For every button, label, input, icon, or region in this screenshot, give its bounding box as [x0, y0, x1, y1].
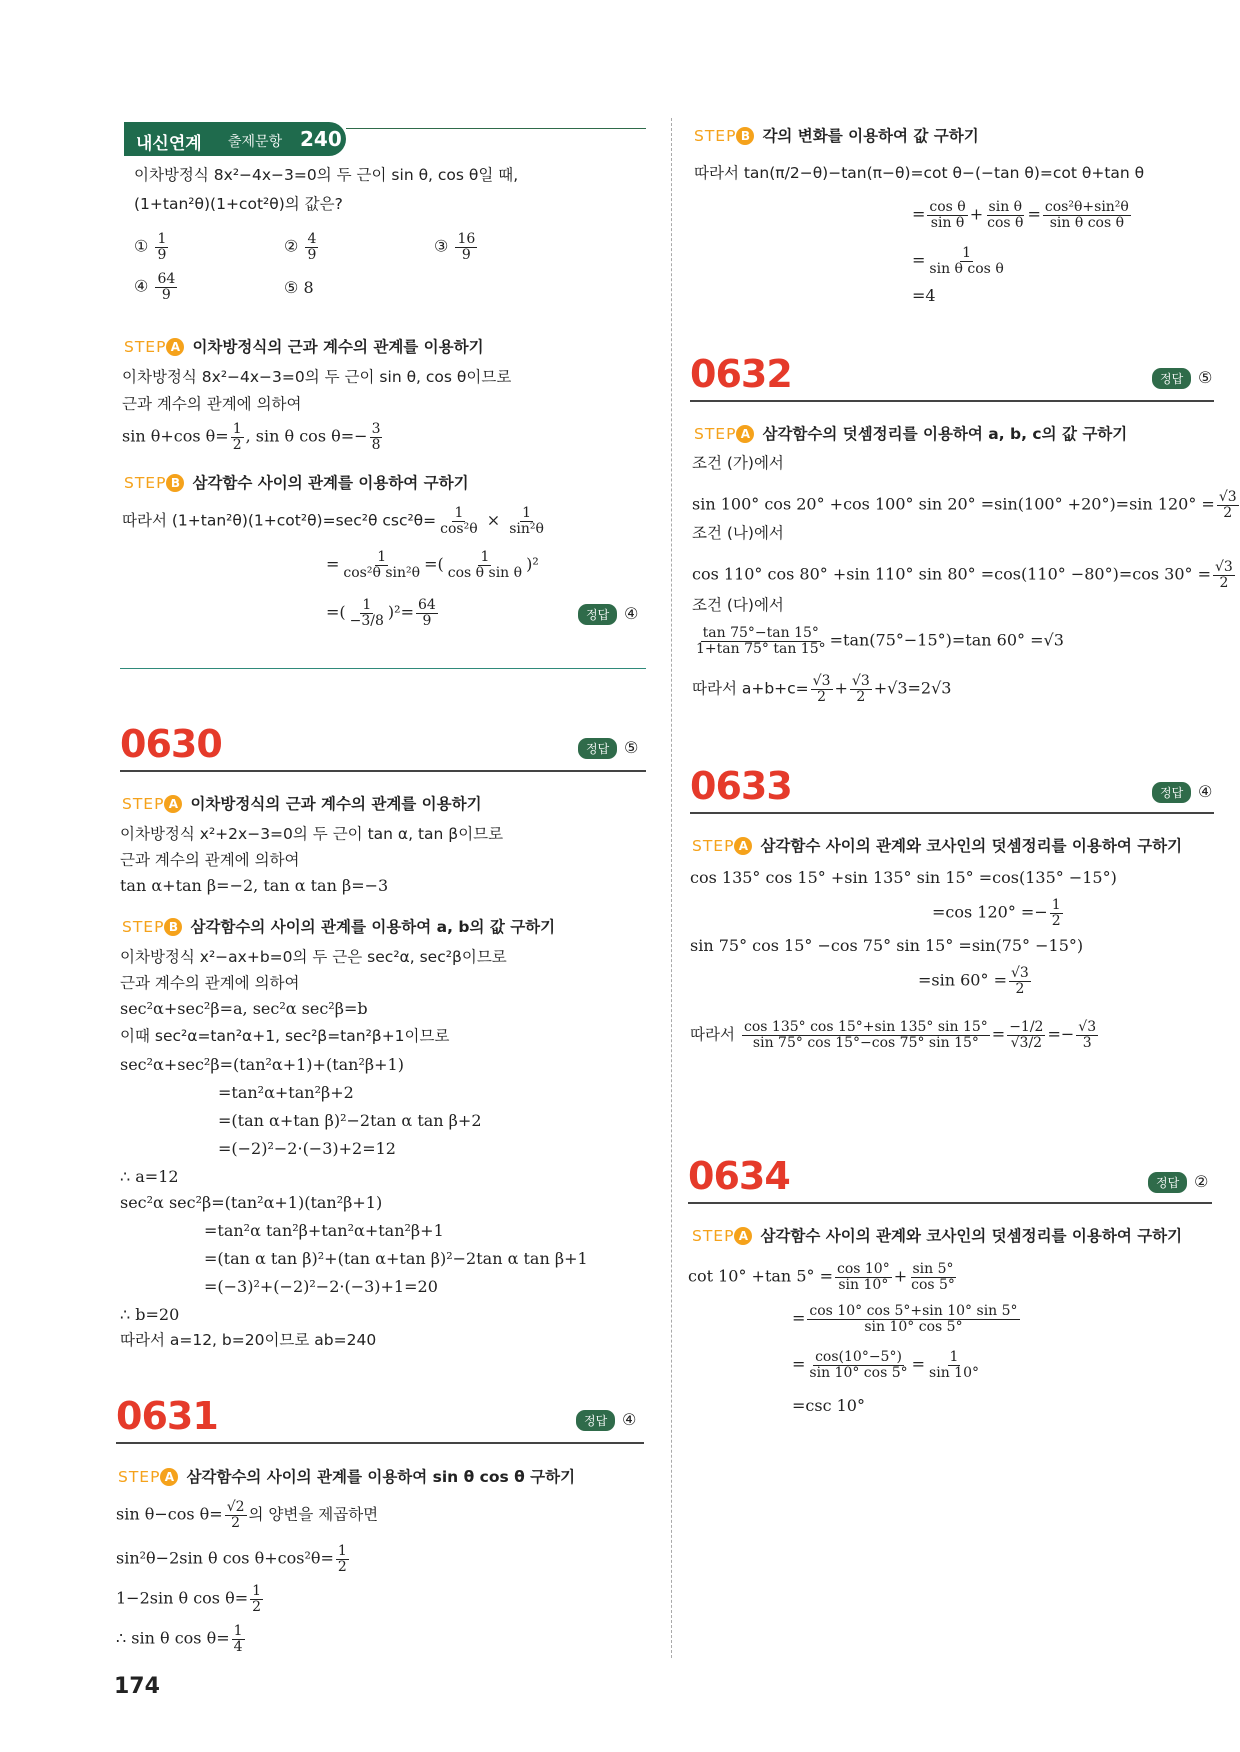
p0630-b3: sec²α+sec²β=a, sec²α sec²β=b: [120, 999, 368, 1018]
p0631-l4: ∴ sin θ cos θ= $\frac{1}{4}$: [116, 1623, 243, 1655]
p0633-l4: =sin 60° = $\frac{√3}{2}$: [918, 965, 1029, 997]
right-top-line3: = $\frac{1}{\text{sin θ cos θ}}$: [912, 245, 1004, 277]
p0630-b14: ∴ b=20: [120, 1305, 180, 1324]
rule-0633: [690, 812, 1214, 814]
rule-0630: [120, 770, 646, 772]
intro-end-rule: [120, 668, 646, 669]
cond-na: 조건 (나)에서: [692, 524, 784, 542]
p0634-last: =csc 10°: [792, 1396, 865, 1415]
p0630-b1: 이차방정식 x²−ax+b=0의 두 근은 sec²α, sec²β이므로: [120, 948, 507, 966]
p0630-b7: =(tan α+tan β)²−2tan α tan β+2: [218, 1111, 482, 1130]
problem-number-0631: 0631: [116, 1394, 218, 1438]
step-a-0631: STEP A 삼각함수의 사이의 관계를 이용하여 sin θ cos θ 구하기: [118, 1468, 576, 1486]
p0630-b5: sec²α+sec²β=(tan²α+1)+(tan²β+1): [120, 1055, 404, 1074]
answer-0630: ⑤: [624, 738, 639, 757]
answer-0634: ②: [1194, 1172, 1209, 1191]
p0630-a1: 이차방정식 x²+2x−3=0의 두 근이 tan α, tan β이므로: [120, 825, 504, 843]
p0630-b13: =(−3)²+(−2)²−2·(−3)+1=20: [204, 1277, 438, 1296]
p0630-b11: =tan²α tan²β+tan²α+tan²β+1: [204, 1221, 444, 1240]
eq-da: $\frac{\tan 75^\circ-\tan 15^\circ}{1+\tan 75^\circ \tan 15^\circ}$ =tan(75°−15°)=tan 60° =√3: [696, 625, 1064, 657]
right-top-last: =4: [912, 286, 936, 305]
p0631-l1: sin θ−cos θ= $\frac{√2}{2}$ 의 양변을 제곱하면: [116, 1499, 379, 1531]
p0630-b2: 근과 계수의 관계에 의하여: [120, 974, 300, 992]
intro-answer-badge: 정답: [578, 604, 617, 625]
p0630-a3: tan α+tan β=−2, tan α tan β=−3: [120, 876, 389, 895]
answer-badge-0630: 정답: [578, 738, 617, 759]
step-a-0633: STEP A 삼각함수 사이의 관계와 코사인의 덧셈정리를 이용하여 구하기: [692, 837, 1183, 855]
rule-0631: [116, 1442, 644, 1444]
answer-badge-0632: 정답: [1152, 368, 1191, 389]
answer-badge-0633: 정답: [1152, 782, 1191, 803]
intro-a-line3: sin θ+cos θ= $\frac{1}{2}$ , sin θ cos θ=− $\frac{3}{8}$: [122, 421, 381, 453]
choice-1: ① $\frac{1}{9}$: [134, 231, 167, 263]
cond-da: 조건 (다)에서: [692, 596, 784, 614]
intro-step-a: STEP A 이차방정식의 근과 계수의 관계를 이용하기: [124, 338, 484, 356]
p0631-l2: sin²θ−2sin θ cos θ+cos²θ= $\frac{1}{2}$: [116, 1543, 347, 1575]
choice-5: ⑤ 8: [284, 278, 314, 297]
intro-line1: 이차방정식 8x²−4x−3=0의 두 근이 sin θ, cos θ일 때,: [134, 166, 519, 184]
p0633-l3: sin 75° cos 15° −cos 75° sin 15° =sin(75° −15°): [690, 936, 1084, 955]
rule-0634: [688, 1202, 1212, 1204]
problem-number-0630: 0630: [120, 722, 222, 766]
intro-b-line1: 따라서 (1+tan²θ)(1+cot²θ)=sec²θ csc²θ= $\frac{1}{\text{cos²θ}}$ × $\frac{1}{\text{sin²θ}}$: [122, 505, 544, 537]
p0634-l1: cot 10° +tan 5° = $\frac{\cos 10^\circ}{\sin 10^\circ}$ + $\frac{\sin 5^\circ}{\cos 5^\circ}$: [688, 1261, 955, 1293]
p0630-b12: =(tan α tan β)²+(tan α+tan β)²−2tan α tan β+1: [204, 1249, 588, 1268]
p0630-b15: 따라서 a=12, b=20이므로 ab=240: [120, 1331, 377, 1349]
cond-ga: 조건 (가)에서: [692, 454, 784, 472]
p0633-l2: =cos 120° =− $\frac{1}{2}$: [932, 897, 1061, 929]
step-a-0632: STEP A 삼각함수의 덧셈정리를 이용하여 a, b, c의 값 구하기: [694, 425, 1128, 443]
rule-0632: [690, 400, 1214, 402]
intro-step-b: STEP B 삼각함수 사이의 관계를 이용하여 구하기: [124, 474, 469, 492]
choice-2: ② $\frac{4}{9}$: [284, 231, 317, 263]
intro-line2: (1+tan²θ)(1+cot²θ)의 값은?: [134, 195, 343, 213]
answer-0633: ④: [1198, 782, 1213, 801]
page-number: 174: [114, 1674, 160, 1699]
p0630-b8: =(−2)²−2·(−3)+2=12: [218, 1139, 396, 1158]
problem-number-0632: 0632: [690, 352, 792, 396]
answer-badge-0634: 정답: [1148, 1172, 1187, 1193]
p0631-l3: 1−2sin θ cos θ= $\frac{1}{2}$: [116, 1583, 262, 1615]
p0630-b6: =tan²α+tan²β+2: [218, 1083, 354, 1102]
right-top-line2: = $\frac{\text{cos θ}}{\text{sin θ}}$ + $\frac{\text{sin θ}}{\text{cos θ}}$ = $\frac{\text{cos²θ+sin²θ}}{\text{sin θ cos θ}}$: [912, 199, 1129, 231]
column-divider: [671, 118, 672, 1658]
right-top-line1: 따라서 tan(π/2−θ)−tan(π−θ)=cot θ−(−tan θ)=cot θ+tan θ: [694, 164, 1145, 182]
problem-number-0634: 0634: [688, 1154, 790, 1198]
p0634-l3: = $\frac{\cos(10^\circ-5^\circ)}{\sin 10^\circ \cos 5^\circ}$ = $\frac{1}{\sin 10^\circ}$: [792, 1349, 979, 1381]
intro-b-line3: =( $\frac{1}{-3/8}$ )²= $\frac{64}{9}$: [326, 597, 436, 629]
tab-label: 출제문항: [228, 134, 283, 150]
intro-answer: ④: [624, 604, 639, 623]
step-a-0630: STEP A 이차방정식의 근과 계수의 관계를 이용하기: [122, 795, 482, 813]
p0630-b4: 이때 sec²α=tan²α+1, sec²β=tan²β+1이므로: [120, 1027, 450, 1045]
section-tab: [124, 122, 346, 156]
p0630-a2: 근과 계수의 관계에 의하여: [120, 851, 300, 869]
answer-0632: ⑤: [1198, 368, 1213, 387]
eq-na: cos 110° cos 80° +sin 110° sin 80° =cos(110° −80°)=cos 30° = $\frac{√3}{2}$: [692, 559, 1233, 591]
step-b-0630: STEP B 삼각함수의 사이의 관계를 이용하여 a, b의 값 구하기: [122, 918, 556, 936]
p0630-b9: ∴ a=12: [120, 1167, 179, 1186]
p0630-b10: sec²α sec²β=(tan²α+1)(tan²β+1): [120, 1193, 383, 1212]
problem-number-0633: 0633: [690, 764, 792, 808]
header-rule: [346, 128, 646, 129]
answer-0631: ④: [622, 1410, 637, 1429]
intro-a-line1: 이차방정식 8x²−4x−3=0의 두 근이 sin θ, cos θ이므로: [122, 368, 512, 386]
eq-ga: sin 100° cos 20° +cos 100° sin 20° =sin(100° +20°)=sin 120° = $\frac{√3}{2}$: [692, 489, 1237, 521]
choice-4: ④ $\frac{64}{9}$: [134, 271, 176, 303]
choice-3: ③ $\frac{16}{9}$: [434, 231, 476, 263]
final-0632: 따라서 a+b+c= $\frac{√3}{2}$ + $\frac{√3}{2}$ +√3=2√3: [692, 673, 952, 705]
right-step-b: STEP B 각의 변화를 이용하여 값 구하기: [694, 127, 979, 145]
tab-number: 240: [300, 127, 342, 151]
answer-badge-0631: 정답: [576, 1410, 615, 1431]
intro-b-line2: = $\frac{1}{\text{cos²θ sin²θ}}$ =( $\frac{1}{\text{cos θ sin θ}}$ )²: [326, 549, 539, 581]
tab-prefix: 내신연계: [136, 134, 202, 154]
p0633-l5: 따라서 $\frac{\cos 135^\circ \cos 15^\circ+\sin 135^\circ \sin 15^\circ}{\sin 75^\circ \cos 15^\circ-\cos 75^\circ \sin 15^\circ}$ = $\frac{-1/2}{√3/2}$ =− $\frac{√3}{3}$: [690, 1019, 1097, 1051]
step-a-0634: STEP A 삼각함수 사이의 관계와 코사인의 덧셈정리를 이용하여 구하기: [692, 1227, 1183, 1245]
intro-a-line2: 근과 계수의 관계에 의하여: [122, 395, 302, 413]
p0633-l1: cos 135° cos 15° +sin 135° sin 15° =cos(135° −15°): [690, 868, 1117, 887]
p0634-l2: = $\frac{\cos 10^\circ \cos 5^\circ+\sin 10^\circ \sin 5^\circ}{\sin 10^\circ \cos 5^\circ}$: [792, 1303, 1018, 1335]
